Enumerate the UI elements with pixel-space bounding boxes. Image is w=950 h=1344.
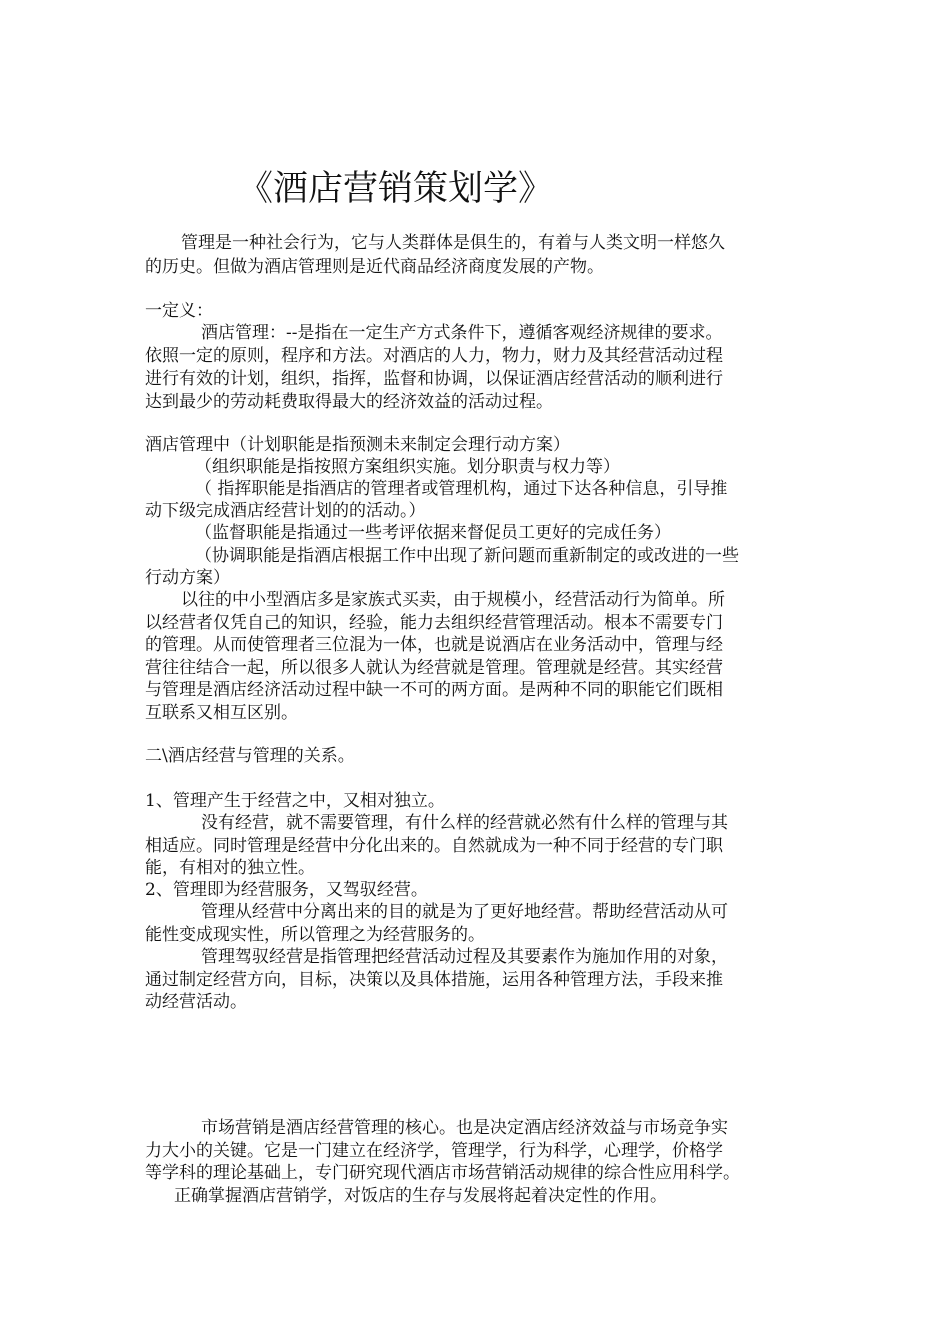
paragraph-line: 依照一定的原则，程序和方法。对酒店的人力，物力，财力及其经营活动过程 xyxy=(145,346,723,366)
paragraph-line: 以经营者仅凭自己的知识，经验，能力去组织经营管理活动。根本不需要专门 xyxy=(145,613,723,633)
paragraph-line: 动下级完成酒店经营计划的的活动。） xyxy=(145,501,426,521)
paragraph-line: 管理驾驭经营是指管理把经营活动过程及其要素作为施加作用的对象， xyxy=(201,947,728,967)
paragraph-line: 正确掌握酒店营销学，对饭店的生存与发展将起着决定性的作用。 xyxy=(174,1186,667,1206)
paragraph-line: 达到最少的劳动耗费取得最大的经济效益的活动过程。 xyxy=(145,392,553,412)
paragraph-line: （ 指挥职能是指酒店的管理者或管理机构，通过下达各种信息，引导推 xyxy=(195,479,728,499)
paragraph-line: 市场营销是酒店经营管理的核心。也是决定酒店经济效益与市场竞争实 xyxy=(201,1118,728,1138)
paragraph-line: 互联系又相互区别。 xyxy=(145,703,298,723)
section-heading: 二\酒店经营与管理的关系。 xyxy=(145,746,355,766)
paragraph-line: 管理是一种社会行为，它与人类群体是俱生的，有着与人类文明一样悠久 xyxy=(181,233,725,253)
paragraph-line: 能，有相对的独立性。 xyxy=(145,858,315,878)
paragraph-line: （协调职能是指酒店根据工作中出现了新问题而重新制定的或改进的一些 xyxy=(195,546,739,566)
paragraph-line: （组织职能是指按照方案组织实施。划分职责与权力等） xyxy=(195,457,620,477)
document-title: 《酒店营销策划学》 xyxy=(238,169,554,209)
paragraph-line: 与管理是酒店经济活动过程中缺一不可的两方面。是两种不同的职能它们既相 xyxy=(145,680,723,700)
paragraph-line: 营往往结合一起，所以很多人就认为经营就是管理。管理就是经营。其实经营 xyxy=(145,658,723,678)
paragraph-line: 通过制定经营方向，目标，决策以及具体措施，运用各种管理方法，手段来推 xyxy=(145,970,723,990)
paragraph-line: 的管理。从而使管理者三位混为一体，也就是说酒店在业务活动中，管理与经 xyxy=(145,635,723,655)
paragraph-line: 力大小的关键。它是一门建立在经济学，管理学，行为科学，心理学，价格学 xyxy=(145,1141,723,1161)
paragraph-line: 酒店管理：--是指在一定生产方式条件下，遵循客观经济规律的要求。 xyxy=(201,323,723,343)
paragraph-line: （监督职能是指通过一些考评依据来督促员工更好的完成任务） xyxy=(195,523,671,543)
paragraph-line: 的历史。但做为酒店管理则是近代商品经济商度发展的产物。 xyxy=(145,257,604,277)
paragraph-line: 酒店管理中（计划职能是指预测未来制定会理行动方案） xyxy=(145,435,570,455)
section-heading: 一定义： xyxy=(145,301,213,321)
paragraph-line: 行动方案） xyxy=(145,568,230,588)
paragraph-line: 能性变成现实性，所以管理之为经营服务的。 xyxy=(145,925,485,945)
paragraph-line: 以往的中小型酒店多是家族式买卖，由于规模小，经营活动行为简单。所 xyxy=(181,590,725,610)
numbered-heading: 2、管理即为经营服务，又驾驭经营。 xyxy=(145,880,428,900)
paragraph-line: 进行有效的计划，组织，指挥，监督和协调，以保证酒店经营活动的顺利进行 xyxy=(145,369,723,389)
paragraph-line: 管理从经营中分离出来的目的就是为了更好地经营。帮助经营活动从可 xyxy=(201,902,728,922)
paragraph-line: 等学科的理论基础上，专门研究现代酒店市场营销活动规律的综合性应用科学。 xyxy=(145,1163,740,1183)
paragraph-line: 相适应。同时管理是经营中分化出来的。自然就成为一种不同于经营的专门职 xyxy=(145,836,723,856)
numbered-heading: 1、管理产生于经营之中，又相对独立。 xyxy=(145,791,445,811)
paragraph-line: 动经营活动。 xyxy=(145,992,247,1012)
paragraph-line: 没有经营，就不需要管理，有什么样的经营就必然有什么样的管理与其 xyxy=(201,813,728,833)
